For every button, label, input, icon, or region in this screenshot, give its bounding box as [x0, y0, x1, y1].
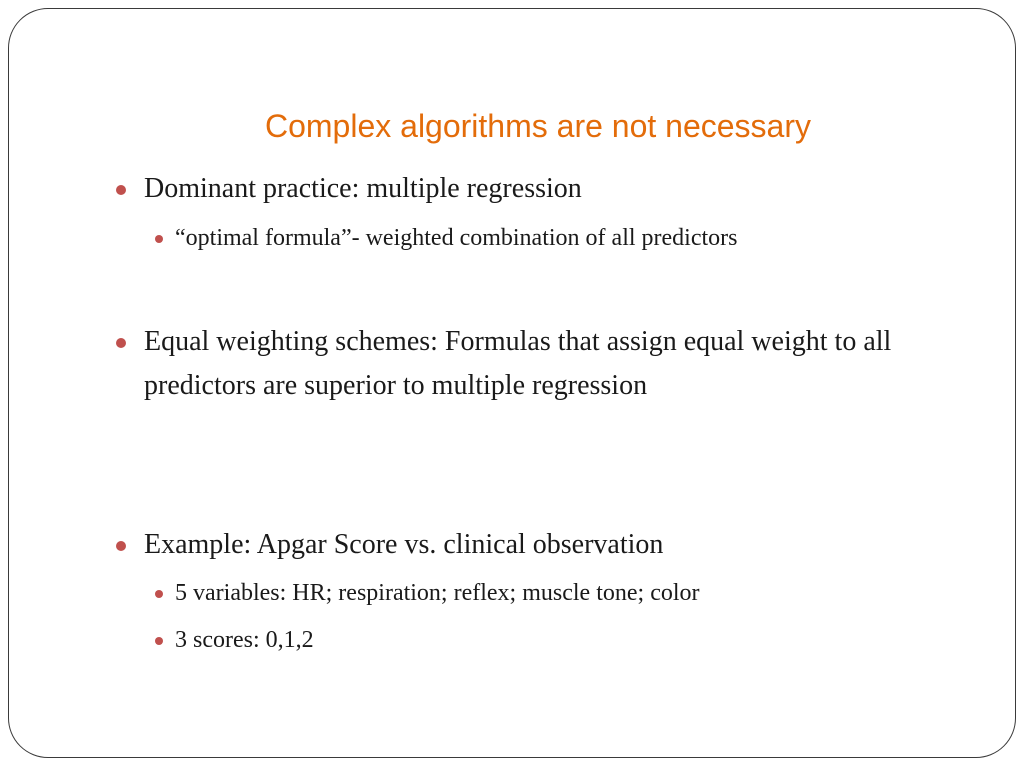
bullet-dot-icon — [116, 185, 126, 195]
sub-bullet-three-scores — [175, 622, 965, 658]
sub-bullet-text: 3 scores: 0,1,2 — [175, 627, 314, 653]
bullet-text: Example: Apgar Score vs. clinical observation — [144, 529, 664, 560]
sub-bullet-dot-icon — [155, 590, 163, 598]
sub-bullet-five-variables — [175, 575, 965, 611]
bullet-equal-weighting — [144, 320, 964, 408]
bullet-text: Equal weighting schemes: Formulas that assign equal weight to all predictors are superior to multiple regression — [144, 326, 892, 401]
bullet-dominant-practice — [144, 167, 964, 211]
sub-bullet-text: 5 variables: HR; respiration; reflex; muscle tone; color — [175, 580, 700, 606]
sub-bullet-dot-icon — [155, 235, 163, 243]
sub-bullet-dot-icon — [155, 637, 163, 645]
slide-title: Complex algorithms are not necessary — [264, 108, 811, 144]
bullet-example-apgar — [144, 523, 964, 567]
sub-bullet-optimal-formula — [175, 220, 965, 256]
bullet-dot-icon — [116, 338, 126, 348]
bullet-text: Dominant practice: multiple regression — [144, 173, 582, 204]
bullet-dot-icon — [116, 541, 126, 551]
sub-bullet-text: “optimal formula”- weighted combination of all predictors — [175, 225, 738, 251]
